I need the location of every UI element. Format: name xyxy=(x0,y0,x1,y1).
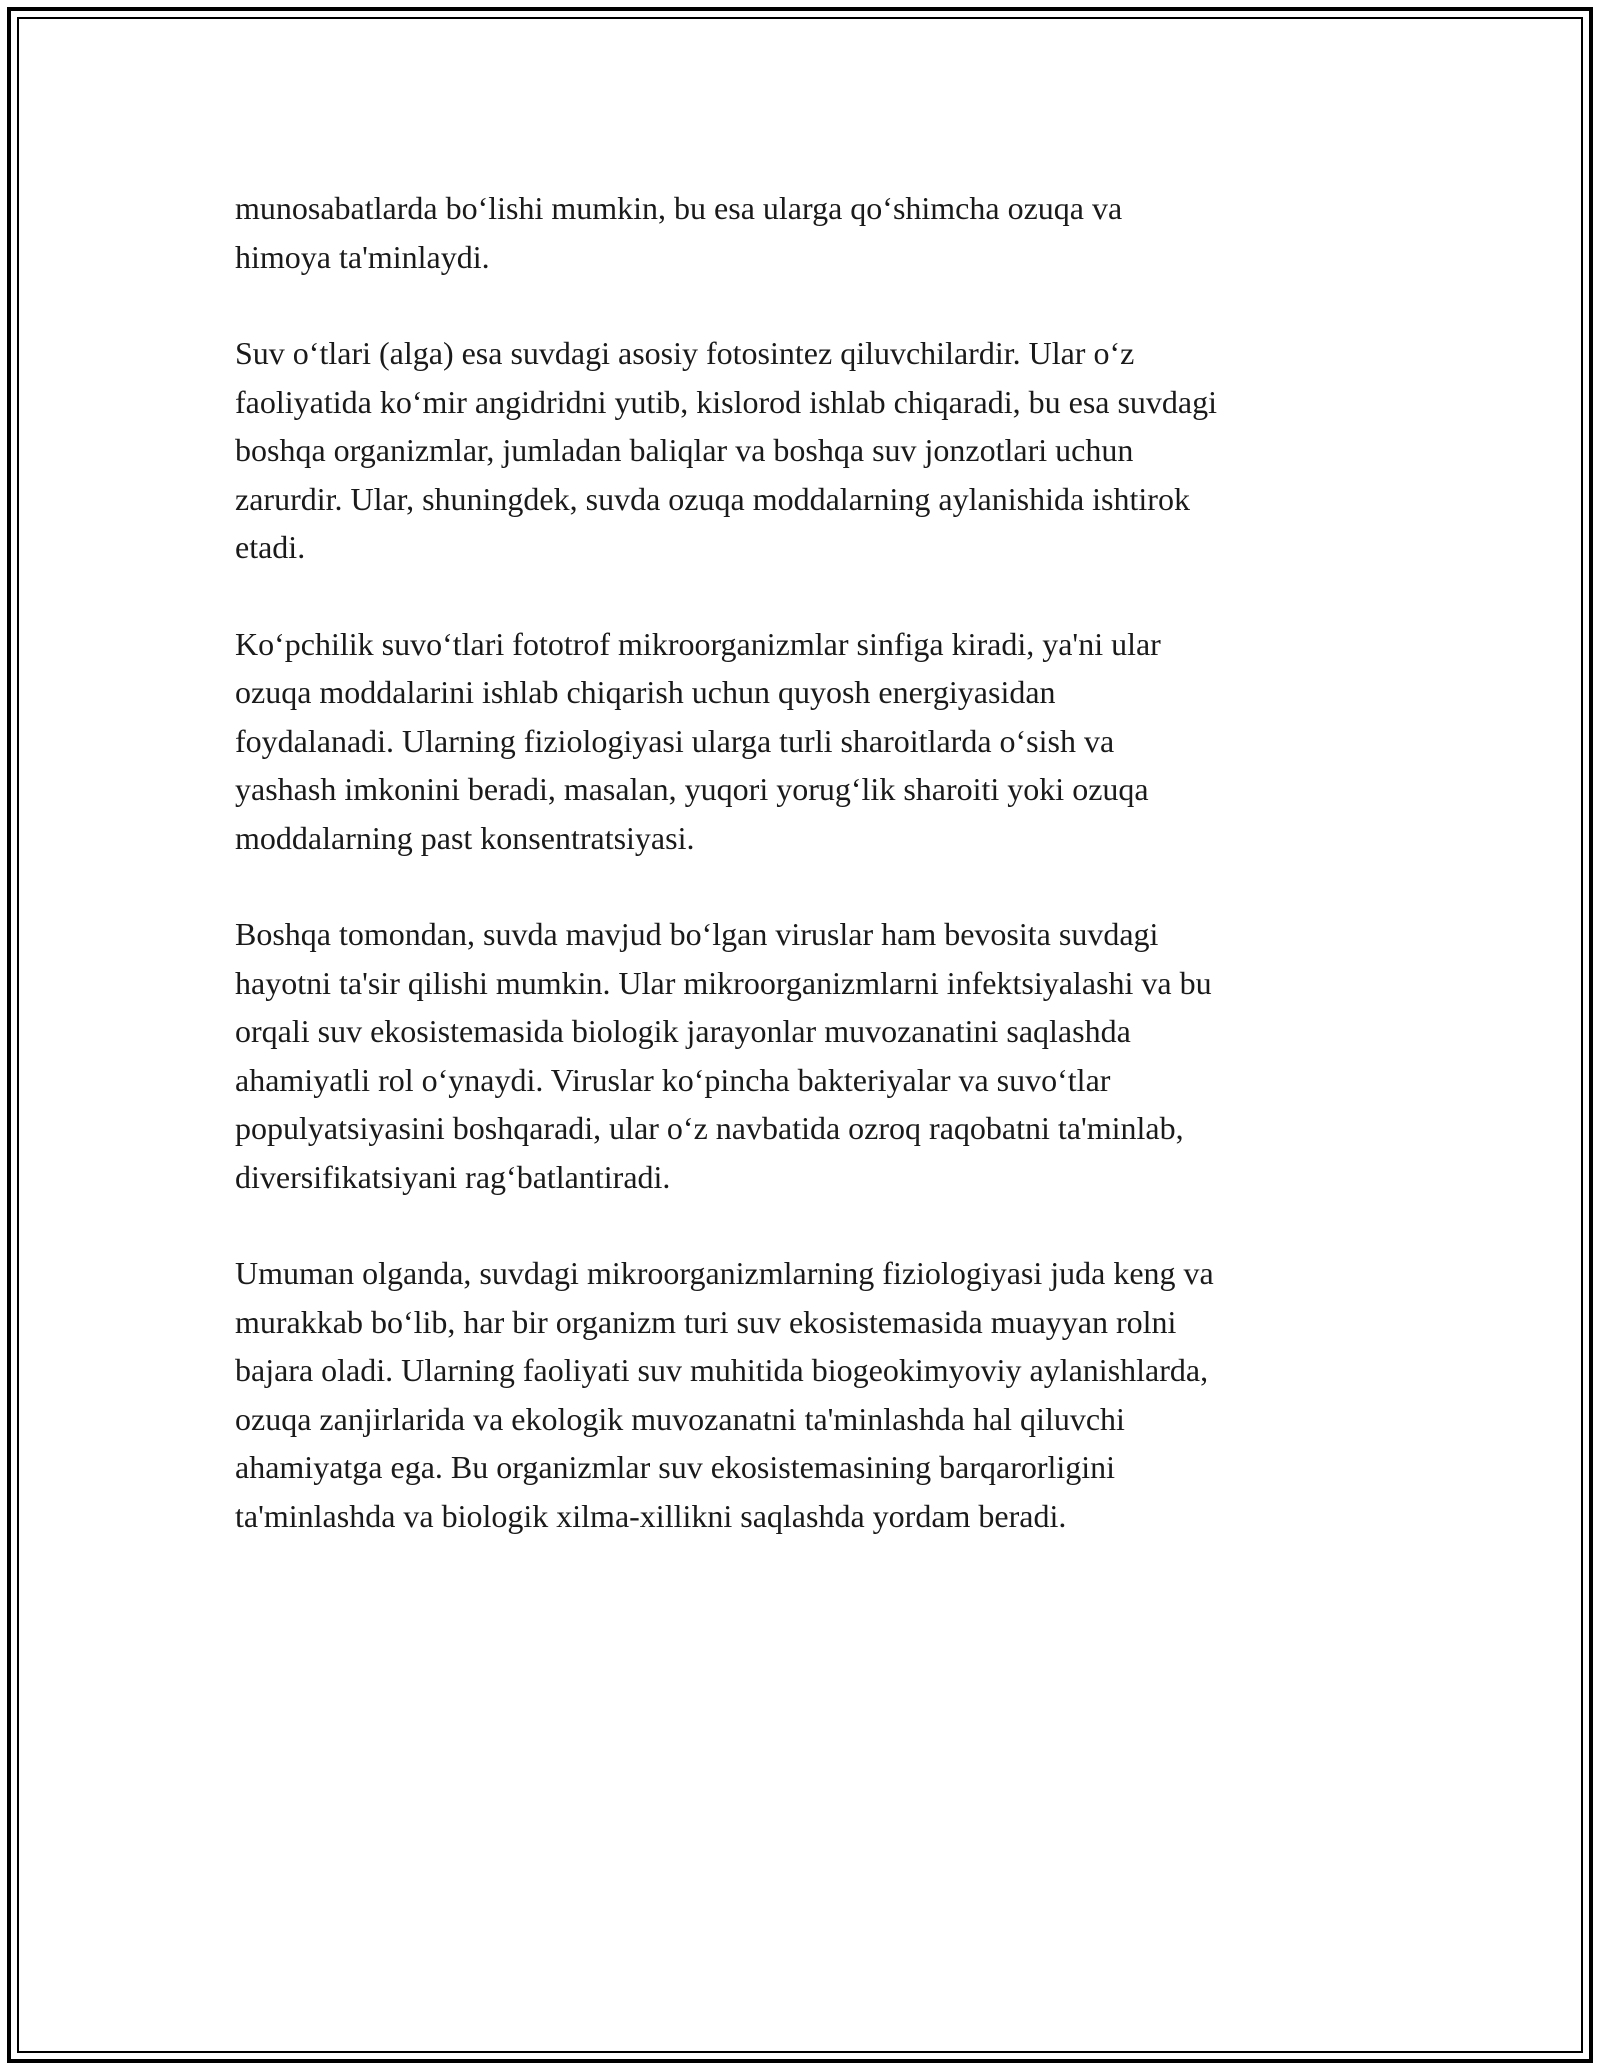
text-line: himoya ta'minlaydi. xyxy=(235,238,490,275)
text-line: faoliyatida ko‘mir angidridni yutib, kislorod ishlab chiqaradi, bu esa suvdagi xyxy=(235,383,1218,420)
text-line: bajara oladi. Ularning faoliyati suv muhitida biogeokimyoviy aylanishlarda, xyxy=(235,1352,1209,1388)
text-line: Umuman olganda, suvdagi mikroorganizmlarning fiziologiyasi juda keng va xyxy=(235,1255,1214,1291)
text-line: diversifikatsiyani rag‘batlantiradi. xyxy=(235,1158,671,1195)
text-line: Boshqa tomondan, suvda mavjud bo‘lgan viruslar ham bevosita suvdagi xyxy=(235,916,1159,952)
text-line: Suv o‘tlari (alga) esa suvdagi asosiy fotosintez qiluvchilardir. Ular o‘z xyxy=(235,335,1135,371)
text-line: ahamiyatli rol o‘ynaydi. Viruslar ko‘pincha bakteriyalar va suvo‘tlar xyxy=(235,1061,1111,1098)
text-line: orqali suv ekosistemasida biologik jarayonlar muvozanatini saqlashda xyxy=(235,1013,1131,1049)
text-line: murakkab bo‘lib, har bir organizm turi suv ekosistemasida muayyan rolni xyxy=(235,1303,1177,1340)
text-line: yashash imkonini beradi, masalan, yuqori yorug‘lik sharoiti yoki ozuqa xyxy=(235,771,1149,807)
text-line: ozuqa moddalarini ishlab chiqarish uchun quyosh energiyasidan xyxy=(235,674,1056,710)
paragraph xyxy=(235,1249,1375,1540)
text-line: munosabatlarda bo‘lishi mumkin, bu esa ularga qo‘shimcha ozuqa va xyxy=(235,190,1123,226)
text-line: zarurdir. Ular, shuningdek, suvda ozuqa moddalarning aylanishida ishtirok xyxy=(235,480,1190,517)
paragraph xyxy=(235,329,1375,572)
text-line: boshqa organizmlar, jumladan baliqlar va boshqa suv jonzotlari uchun xyxy=(235,432,1134,468)
paragraph xyxy=(235,910,1375,1201)
text-line: moddalarning past konsentratsiyasi. xyxy=(235,819,695,856)
text-line: etadi. xyxy=(235,529,306,565)
text-line: foydalanadi. Ularning fiziologiyasi ularga turli sharoitlarda o‘sish va xyxy=(235,722,1115,759)
text-line: hayotni ta'sir qilishi mumkin. Ular mikroorganizmlarni infektsiyalashi va bu xyxy=(235,964,1212,1001)
text-line: ozuqa zanjirlarida va ekologik muvozanatni ta'minlashda hal qiluvchi xyxy=(235,1400,1125,1437)
document-body xyxy=(235,184,1375,1588)
paragraph xyxy=(235,620,1375,863)
text-line: ahamiyatga ega. Bu organizmlar suv ekosistemasining barqarorligini xyxy=(235,1449,1116,1485)
text-line: populyatsiyasini boshqaradi, ular o‘z navbatida ozroq raqobatni ta'minlab, xyxy=(235,1110,1184,1146)
paragraph xyxy=(235,184,1375,281)
text-line: ta'minlashda va biologik xilma-xillikni saqlashda yordam beradi. xyxy=(235,1497,1067,1534)
text-line: Ko‘pchilik suvo‘tlari fototrof mikroorganizmlar sinfiga kiradi, ya'ni ular xyxy=(235,625,1161,662)
